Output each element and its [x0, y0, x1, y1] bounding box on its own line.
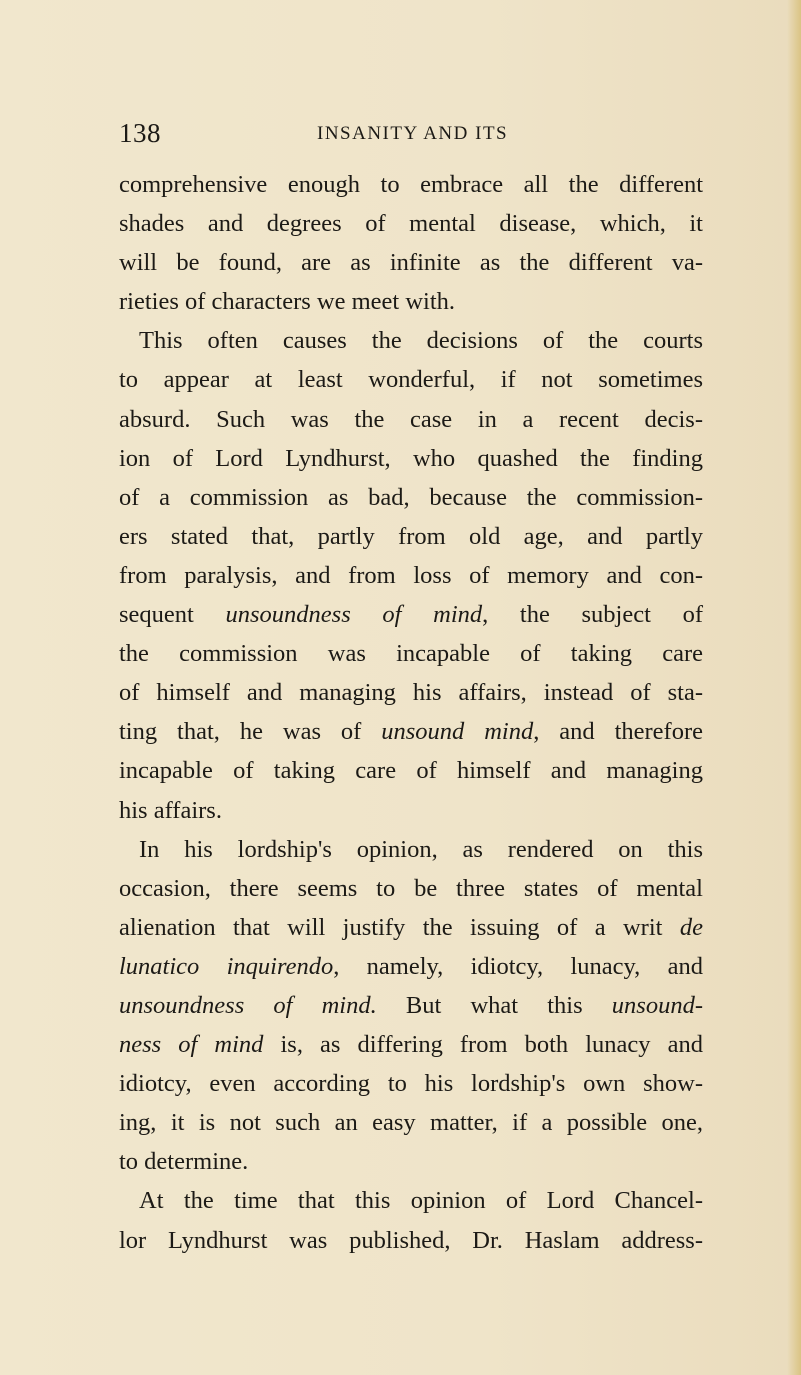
text-segment: , the subject of [482, 601, 703, 629]
text-segment: , and therefore [533, 718, 703, 746]
text-segment: alienation that will justify the issuing of a writ [119, 913, 680, 941]
text-segment: comprehensive enough to embrace all the different [119, 171, 703, 198]
text-segment: the commission was incapable of taking care [119, 640, 703, 668]
text-segment: sequent [119, 601, 226, 629]
text-segment: absurd. Such was the case in a recent decis- [119, 405, 703, 433]
page-header [119, 118, 679, 152]
text-line [119, 869, 703, 908]
text-segment: of himself and managing his affairs, instead of sta- [119, 679, 703, 707]
text-segment: is, as differing from both lunacy and [263, 1031, 704, 1059]
text-segment: lor Lyndhurst was published, Dr. Haslam address- [119, 1226, 703, 1254]
text-line [119, 712, 703, 751]
text-line [119, 243, 703, 282]
text-line [119, 439, 703, 478]
italic-text: de [679, 913, 703, 941]
text-line [119, 282, 703, 321]
text-line [119, 751, 703, 790]
text-segment: ing, it is not such an easy matter, if a possible one, [119, 1109, 703, 1137]
text-segment: In his lordship's opinion, as rendered on this [139, 835, 703, 863]
text-line [119, 321, 703, 360]
italic-text: ness of mind [119, 1031, 264, 1059]
text-line [119, 947, 703, 986]
page-number: 138 [119, 118, 161, 148]
body-text [119, 165, 703, 1260]
text-segment: from paralysis, and from loss of memory and con- [119, 561, 703, 589]
italic-text: unsound- [611, 991, 703, 1019]
italic-text: unsoundness of mind. [119, 991, 377, 1019]
text-segment: ting that, he was of [119, 718, 382, 746]
text-line [119, 595, 703, 634]
italic-text: unsound mind [381, 718, 534, 746]
text-segment: , namely, idiotcy, lunacy, and [333, 952, 703, 980]
text-line [119, 556, 703, 595]
text-segment: to appear at least wonderful, if not sometimes [119, 366, 703, 394]
text-segment: This often causes the decisions of the courts [139, 327, 703, 355]
text-segment: of a commission as bad, because the commission- [119, 483, 703, 511]
text-line [119, 517, 703, 556]
text-line [119, 1142, 703, 1181]
text-line [119, 478, 703, 517]
text-line [119, 1181, 703, 1220]
text-segment: idiotcy, even according to his lordship's own show- [119, 1070, 703, 1098]
text-line [119, 908, 703, 947]
text-line [119, 634, 703, 673]
text-line [119, 673, 703, 712]
text-segment: At the time that this opinion of Lord Chancel- [139, 1187, 703, 1215]
text-line [119, 1025, 703, 1064]
text-line [119, 791, 703, 830]
text-line [119, 165, 703, 204]
italic-text: lunatico inquirendo [119, 952, 334, 980]
text-segment: incapable of taking care of himself and managing [119, 757, 703, 785]
text-line [119, 360, 703, 399]
text-segment: his affairs. [119, 796, 222, 824]
text-segment: ers stated that, partly from old age, and partly [119, 522, 703, 550]
text-line [119, 1103, 703, 1142]
text-segment: will be found, are as infinite as the different va- [119, 249, 703, 277]
text-line [119, 400, 703, 439]
text-line [119, 830, 703, 869]
text-segment: to determine. [119, 1148, 249, 1176]
text-line [119, 204, 703, 243]
page-edge-shadow [787, 0, 801, 1375]
text-line [119, 1064, 703, 1103]
running-head: INSANITY AND ITS [317, 123, 509, 144]
text-segment: But what this [376, 991, 612, 1019]
text-segment: rieties of characters we meet with. [119, 288, 456, 316]
text-line [119, 1221, 703, 1260]
text-segment: shades and degrees of mental disease, which, it [119, 210, 703, 238]
text-segment: ion of Lord Lyndhurst, who quashed the finding [119, 444, 703, 472]
text-line [119, 986, 703, 1025]
text-segment: occasion, there seems to be three states of mental [119, 874, 703, 902]
italic-text: unsoundness of mind [225, 601, 483, 629]
